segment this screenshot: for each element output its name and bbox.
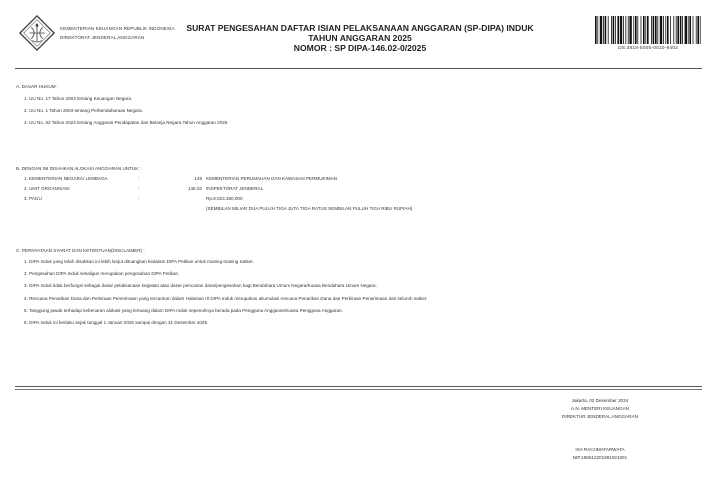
section-b-heading: B. DENGAN INI DISAHKAN ALOKASI ANGGARAN UNTUK : <box>16 166 141 171</box>
list-item: 2. UU No. 1 Tahun 2004 tentang Perbendaharaan Negara. <box>24 108 143 113</box>
list-item: 6. DIPA Induk ini berlaku sejak tanggal 1 Januari 2025 sampai dengan 31 Desember 2025. <box>24 320 209 325</box>
signature-line1: A.N. MENTERI KEUANGAN <box>571 406 629 411</box>
signatory-nip: NIP.196612201991021001 <box>572 455 628 460</box>
header-divider <box>15 68 702 69</box>
list-item: 1. DIPA Induk yang telah disahkan ini lebih lanjut dituangkan kedalam DIPA Petikan untuk masing-masing Satker. <box>24 259 254 264</box>
list-item: 1. UU No. 17 Tahun 2003 tentang Keuangan Negara. <box>24 96 133 101</box>
signatory-name: ISA RACHMATARWATA <box>575 447 625 452</box>
alloc-label: 2. UNIT ORGANISASI <box>24 186 70 191</box>
barcode-text: DS:3818-5005-0010-9402 <box>618 46 678 51</box>
list-item: 4. Rencana Penarikan Dana dan Perkiraan Penerimaan yang tercantum dalam Halaman III DIPA Induk merupakan akumulasi rencana Penarikan Dana dan Perkiraan Penerimaan dari seluruh satker. <box>24 296 428 301</box>
section-a-heading: A. DASAR HUKUM : <box>16 84 59 89</box>
footer-divider-thin <box>15 389 702 390</box>
document-title: SURAT PENGESAHAN DAFTAR ISIAN PELAKSANAAN ANGGARAN (SP-DIPA) INDUK <box>186 23 534 33</box>
alloc-code: 146 <box>194 176 202 181</box>
signature-line2: DIREKTUR JENDERAL ANGGARAN <box>562 414 638 419</box>
section-c-heading: C. PERNYATAAN SYARAT DAN KETENTUAN(DISCLAIMER) : <box>16 248 145 253</box>
pagu-amount: Rp.9.023.350.000 <box>206 196 243 201</box>
list-item: 3. UU No. 62 Tahun 2024 tentang Anggaran Pendapatan dan Belanja Negara Tahun Anggaran 2025 <box>24 120 228 125</box>
ministry-emblem-icon <box>18 14 56 52</box>
barcode-icon <box>595 16 701 44</box>
list-item: 5. Tanggung jawab terhadap kebenaran alokasi yang tertuang dalam DIPA Induk sepenuhnya berada pada Pengguna Anggaran/Kuasa Pengguna Anggaran. <box>24 308 343 313</box>
alloc-label: 1. KEMENTERIAN NEGARA/ LEMBAGA <box>24 176 108 181</box>
alloc-value: INSPEKTORAT JENDERAL <box>206 186 264 191</box>
alloc-colon: : <box>138 186 140 191</box>
alloc-code: 146.02 <box>187 186 202 191</box>
signature-place-date: Jakarta, 02 Desember 2024 <box>571 398 629 403</box>
fiscal-year: TAHUN ANGGARAN 2025 <box>308 33 412 43</box>
document-number: NOMOR : SP DIPA-146.02-0/2025 <box>293 43 427 53</box>
institution-name: KEMENTERIAN KEUANGAN REPUBLIK INDONESIA <box>60 26 175 31</box>
alloc-label: 3. PAGU <box>24 196 42 201</box>
alloc-value: KEMENTERIAN PERUMAHAN DAN KAWASAN PERMUKIMAN <box>206 176 338 181</box>
directorate-name: DIREKTORAT JENDERAL ANGGARAN <box>60 35 145 40</box>
list-item: 3. DIPA Induk tidak berfungsi sebagai dasar pelaksanaan kegiatan atau dasar pencairan dana/pengesahan bagi Bendahara Umum Negara/Kuasa Bendahara Umum Negara. <box>24 283 377 288</box>
alloc-colon: : <box>138 196 140 201</box>
list-item: 2. Pengesahan DIPA Induk sekaligus merupakan pengesahan DIPA Petikan. <box>24 271 180 276</box>
footer-divider <box>15 386 702 387</box>
alloc-colon: : <box>138 176 140 181</box>
pagu-in-words: (SEMBILAN MILIAR DUA PULUH TIGA JUTA TIGA RATUS SEMBILAN PULUH TIGA RIBU RUPIAH) <box>206 206 413 211</box>
